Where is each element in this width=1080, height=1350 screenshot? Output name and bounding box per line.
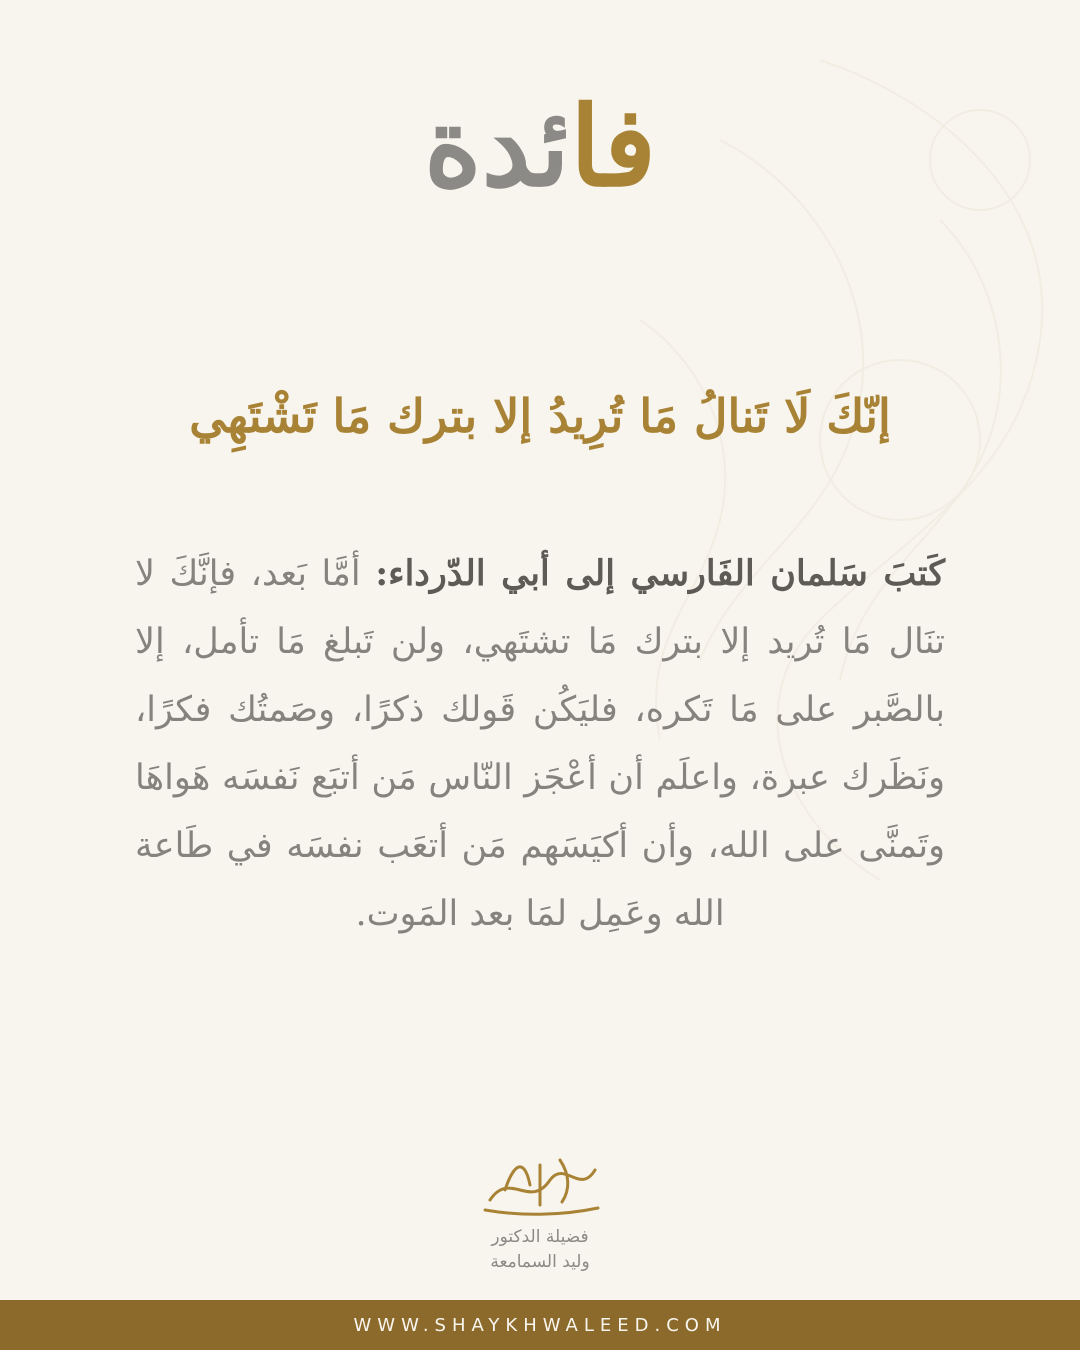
signature-caption [0,1225,1080,1275]
title-part-1: فا [569,82,657,211]
signature-title: فضيلة الدكتور [491,1227,589,1247]
signature-calligraphy [470,1140,610,1220]
page-title [0,70,1080,224]
title-part-2: ئدة [423,82,570,211]
website-link[interactable]: WWW.SHAYKHWALEED.COM [353,1314,727,1336]
footer-bar [0,1300,1080,1350]
body-author-intro: كَتبَ سَلمان الفَارسي إلى أبي الدّرداء: [375,553,945,594]
headline-quote: إنّكَ لَا تَنالُ مَا تُرِيدُ إلا بترك مَا تَشْتَهِي [189,389,891,443]
body-paragraph [135,540,945,948]
body-quote-text: أمَّا بَعد، فإنَّكَ لا تنَال مَا تُريد إلا بترك مَا تشتَهي، ولن تَبلغ مَا تأمل، إلا بالصَّبر على مَا تَكره، فليَكُن قَولك ذكرًا، وصَمتُك فكرًا، ونَظَرك عبرة، واعلَم أن أعْجَز النّاس مَن أتبَع نَفسَه هَواهَا وتَمنَّى على الله، وأن أكيَسَهم مَن أتعَب نفسَه في طَاعة الله وعَمِل لمَا بعد المَوت. [135,554,945,934]
signature-name: وليد السمامعة [490,1252,590,1272]
